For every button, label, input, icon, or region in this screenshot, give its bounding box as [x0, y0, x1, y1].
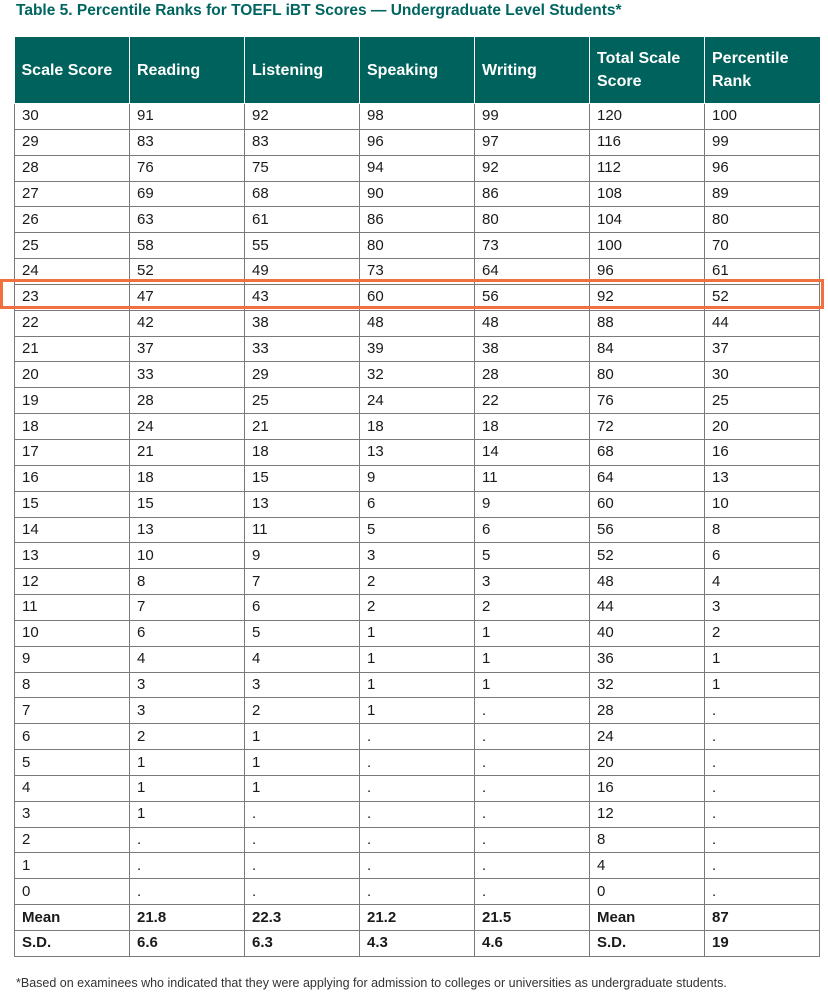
- table-cell: 2: [15, 827, 130, 853]
- table-cell: 33: [245, 336, 360, 362]
- table-cell: 26: [15, 207, 130, 233]
- table-row: [15, 233, 820, 259]
- table-row: [15, 853, 820, 879]
- summary-row: [15, 905, 820, 931]
- table-cell: 1: [475, 646, 590, 672]
- table-cell: 13: [245, 491, 360, 517]
- table-cell: 6: [245, 595, 360, 621]
- table-cell: .: [245, 827, 360, 853]
- table-cell: 14: [475, 439, 590, 465]
- table-cell: 99: [705, 129, 820, 155]
- table-cell: 55: [245, 233, 360, 259]
- table-cell: 4: [245, 646, 360, 672]
- table-cell: .: [245, 879, 360, 905]
- table-cell: 92: [245, 104, 360, 130]
- table-cell: 33: [130, 362, 245, 388]
- table-cell: 22: [15, 310, 130, 336]
- table-cell: 92: [590, 284, 705, 310]
- table-cell: 30: [705, 362, 820, 388]
- table-cell: 16: [590, 775, 705, 801]
- table-cell: .: [705, 853, 820, 879]
- table-cell: 16: [15, 465, 130, 491]
- table-cell: 108: [590, 181, 705, 207]
- table-cell: 15: [15, 491, 130, 517]
- table-cell: 1: [475, 620, 590, 646]
- table-cell: 44: [590, 595, 705, 621]
- table-cell: 89: [705, 181, 820, 207]
- table-cell: 5: [15, 750, 130, 776]
- table-cell: .: [360, 853, 475, 879]
- table-cell: 9: [15, 646, 130, 672]
- table-row: [15, 362, 820, 388]
- table-row: [15, 336, 820, 362]
- table-cell: 7: [245, 569, 360, 595]
- table-cell: 13: [360, 439, 475, 465]
- table-cell: 86: [475, 181, 590, 207]
- table-row: [15, 517, 820, 543]
- percentile-table: [14, 37, 820, 957]
- table-cell: .: [360, 801, 475, 827]
- table-row: [15, 259, 820, 285]
- table-cell: 1: [475, 672, 590, 698]
- table-cell: 10: [705, 491, 820, 517]
- table-cell: 98: [360, 104, 475, 130]
- table-cell: 92: [475, 155, 590, 181]
- table-cell: .: [705, 775, 820, 801]
- table-cell: 4: [705, 569, 820, 595]
- table-cell: 5: [475, 543, 590, 569]
- table-cell: 80: [360, 233, 475, 259]
- table-row: [15, 595, 820, 621]
- table-cell: .: [705, 750, 820, 776]
- table-cell: 12: [15, 569, 130, 595]
- table-cell: 75: [245, 155, 360, 181]
- table-row: [15, 775, 820, 801]
- table-cell: 11: [245, 517, 360, 543]
- table-cell: 73: [360, 259, 475, 285]
- summary-cell: 4.3: [360, 931, 475, 957]
- table-cell: 61: [705, 259, 820, 285]
- table-cell: 3: [360, 543, 475, 569]
- table-cell: .: [245, 801, 360, 827]
- column-header: Scale Score: [15, 37, 130, 104]
- table-cell: 18: [245, 439, 360, 465]
- table-cell: 11: [475, 465, 590, 491]
- table-cell: 104: [590, 207, 705, 233]
- table-cell: 7: [15, 698, 130, 724]
- table-row: [15, 698, 820, 724]
- table-cell: 28: [590, 698, 705, 724]
- table-cell: 90: [360, 181, 475, 207]
- table-cell: 15: [130, 491, 245, 517]
- table-cell: .: [360, 775, 475, 801]
- table-cell: 20: [705, 414, 820, 440]
- table-cell: 56: [590, 517, 705, 543]
- footnote: *Based on examinees who indicated that they were applying for admission to colleges or universities as undergraduate students.: [16, 976, 727, 990]
- summary-cell: 22.3: [245, 905, 360, 931]
- table-cell: 49: [245, 259, 360, 285]
- table-cell: 5: [360, 517, 475, 543]
- table-cell: 4: [590, 853, 705, 879]
- table-cell: 72: [590, 414, 705, 440]
- summary-cell: 87: [705, 905, 820, 931]
- table-cell: 43: [245, 284, 360, 310]
- table-cell: 99: [475, 104, 590, 130]
- table-row: [15, 646, 820, 672]
- table-cell: .: [475, 801, 590, 827]
- summary-cell: S.D.: [590, 931, 705, 957]
- table-title: Table 5. Percentile Ranks for TOEFL iBT Scores — Undergraduate Level Students*: [16, 2, 622, 19]
- table-cell: 1: [245, 724, 360, 750]
- table-cell: 6: [475, 517, 590, 543]
- table-cell: 37: [130, 336, 245, 362]
- table-cell: 8: [590, 827, 705, 853]
- table-cell: 52: [590, 543, 705, 569]
- table-cell: 25: [705, 388, 820, 414]
- column-header: Speaking: [360, 37, 475, 104]
- table-row: [15, 207, 820, 233]
- summary-cell: 21.5: [475, 905, 590, 931]
- table-cell: .: [475, 724, 590, 750]
- table-cell: 28: [475, 362, 590, 388]
- table-cell: 1: [360, 646, 475, 672]
- summary-cell: 6.3: [245, 931, 360, 957]
- table-cell: 80: [590, 362, 705, 388]
- table-row: [15, 388, 820, 414]
- table-cell: 83: [130, 129, 245, 155]
- table-cell: 17: [15, 439, 130, 465]
- table-cell: .: [705, 698, 820, 724]
- table-cell: 3: [475, 569, 590, 595]
- table-cell: 1: [705, 646, 820, 672]
- table-cell: 1: [130, 801, 245, 827]
- table-cell: .: [130, 879, 245, 905]
- table-cell: 20: [590, 750, 705, 776]
- table-cell: .: [130, 827, 245, 853]
- table-cell: 25: [15, 233, 130, 259]
- table-cell: 48: [475, 310, 590, 336]
- table-cell: 86: [360, 207, 475, 233]
- table-row: [15, 750, 820, 776]
- table-cell: 80: [705, 207, 820, 233]
- table-cell: 69: [130, 181, 245, 207]
- table-row: [15, 620, 820, 646]
- table-cell: 18: [130, 465, 245, 491]
- table-cell: 29: [245, 362, 360, 388]
- table-cell: 37: [705, 336, 820, 362]
- table-cell: 112: [590, 155, 705, 181]
- table-cell: 27: [15, 181, 130, 207]
- table-cell: 120: [590, 104, 705, 130]
- table-cell: 24: [130, 414, 245, 440]
- table-row: [15, 491, 820, 517]
- table-row: [15, 827, 820, 853]
- table-cell: .: [705, 879, 820, 905]
- table-cell: 61: [245, 207, 360, 233]
- table-cell: 13: [130, 517, 245, 543]
- table-cell: 7: [130, 595, 245, 621]
- table-row: [15, 672, 820, 698]
- table-cell: 2: [705, 620, 820, 646]
- table-cell: 2: [245, 698, 360, 724]
- table-cell: 60: [590, 491, 705, 517]
- table-cell: .: [360, 724, 475, 750]
- table-cell: 9: [245, 543, 360, 569]
- table-cell: 63: [130, 207, 245, 233]
- table-cell: 96: [360, 129, 475, 155]
- table-cell: .: [360, 827, 475, 853]
- summary-cell: 19: [705, 931, 820, 957]
- table-cell: 15: [245, 465, 360, 491]
- table-row: [15, 181, 820, 207]
- table-cell: 2: [130, 724, 245, 750]
- table-cell: 94: [360, 155, 475, 181]
- table-cell: 83: [245, 129, 360, 155]
- table-cell: 2: [475, 595, 590, 621]
- summary-cell: 6.6: [130, 931, 245, 957]
- table-cell: 39: [360, 336, 475, 362]
- table-cell: 3: [130, 672, 245, 698]
- table-row: [15, 155, 820, 181]
- table-row: [15, 284, 820, 310]
- summary-cell: S.D.: [15, 931, 130, 957]
- table-row: [15, 310, 820, 336]
- table-cell: 38: [245, 310, 360, 336]
- table-cell: 48: [360, 310, 475, 336]
- table-cell: 3: [245, 672, 360, 698]
- table-cell: 11: [15, 595, 130, 621]
- table-cell: 9: [475, 491, 590, 517]
- summary-row: [15, 931, 820, 957]
- table-cell: .: [705, 801, 820, 827]
- table-cell: 100: [590, 233, 705, 259]
- table-cell: 0: [15, 879, 130, 905]
- summary-cell: Mean: [590, 905, 705, 931]
- table-cell: 3: [705, 595, 820, 621]
- table-cell: 8: [705, 517, 820, 543]
- table-cell: 64: [475, 259, 590, 285]
- summary-cell: 21.8: [130, 905, 245, 931]
- table-cell: 73: [475, 233, 590, 259]
- table-cell: 70: [705, 233, 820, 259]
- table-cell: 12: [590, 801, 705, 827]
- table-cell: 18: [475, 414, 590, 440]
- table-cell: 6: [15, 724, 130, 750]
- table-cell: 97: [475, 129, 590, 155]
- table-row: [15, 104, 820, 130]
- table-cell: 19: [15, 388, 130, 414]
- table-cell: 36: [590, 646, 705, 672]
- table-cell: 24: [360, 388, 475, 414]
- table-cell: 3: [130, 698, 245, 724]
- column-header: Total Scale Score: [590, 37, 705, 104]
- table-cell: 20: [15, 362, 130, 388]
- table-cell: 8: [15, 672, 130, 698]
- table-cell: .: [475, 698, 590, 724]
- table-cell: .: [475, 879, 590, 905]
- table-row: [15, 569, 820, 595]
- table-row: [15, 439, 820, 465]
- table-cell: 1: [245, 750, 360, 776]
- table-cell: 32: [590, 672, 705, 698]
- table-cell: 10: [130, 543, 245, 569]
- table-cell: .: [245, 853, 360, 879]
- table-cell: 4: [15, 775, 130, 801]
- table-cell: 1: [705, 672, 820, 698]
- table-cell: 21: [245, 414, 360, 440]
- table-cell: 8: [130, 569, 245, 595]
- table-cell: 1: [130, 750, 245, 776]
- table-cell: 60: [360, 284, 475, 310]
- summary-cell: 21.2: [360, 905, 475, 931]
- table-cell: 28: [130, 388, 245, 414]
- table-cell: 4: [130, 646, 245, 672]
- table-cell: 32: [360, 362, 475, 388]
- table-cell: 68: [245, 181, 360, 207]
- table-cell: 64: [590, 465, 705, 491]
- table-cell: 52: [705, 284, 820, 310]
- table-cell: 3: [15, 801, 130, 827]
- table-cell: 47: [130, 284, 245, 310]
- table-cell: 0: [590, 879, 705, 905]
- table-cell: 58: [130, 233, 245, 259]
- table-cell: 116: [590, 129, 705, 155]
- summary-cell: Mean: [15, 905, 130, 931]
- table-cell: 10: [15, 620, 130, 646]
- table-cell: 29: [15, 129, 130, 155]
- table-cell: 2: [360, 569, 475, 595]
- table-row: [15, 465, 820, 491]
- table-cell: 25: [245, 388, 360, 414]
- table-row: [15, 414, 820, 440]
- table-cell: 1: [360, 698, 475, 724]
- table-cell: 1: [360, 620, 475, 646]
- column-header: Writing: [475, 37, 590, 104]
- table-cell: .: [360, 750, 475, 776]
- table-cell: .: [475, 853, 590, 879]
- table-cell: 6: [130, 620, 245, 646]
- table-cell: .: [360, 879, 475, 905]
- table-cell: 52: [130, 259, 245, 285]
- table-cell: 13: [15, 543, 130, 569]
- table-cell: 68: [590, 439, 705, 465]
- table-cell: 1: [15, 853, 130, 879]
- table-cell: 100: [705, 104, 820, 130]
- table-cell: 1: [360, 672, 475, 698]
- table-cell: 13: [705, 465, 820, 491]
- table-cell: 2: [360, 595, 475, 621]
- table-cell: 16: [705, 439, 820, 465]
- table-cell: 38: [475, 336, 590, 362]
- header-row: [15, 37, 820, 104]
- table-row: [15, 129, 820, 155]
- table-cell: 40: [590, 620, 705, 646]
- table-cell: 80: [475, 207, 590, 233]
- table-row: [15, 543, 820, 569]
- table-cell: 91: [130, 104, 245, 130]
- table-row: [15, 879, 820, 905]
- table-cell: 96: [705, 155, 820, 181]
- table-body: [15, 104, 820, 957]
- column-header: Reading: [130, 37, 245, 104]
- table-cell: 88: [590, 310, 705, 336]
- table-row: [15, 724, 820, 750]
- table-cell: 21: [15, 336, 130, 362]
- table-cell: 28: [15, 155, 130, 181]
- table-cell: 9: [360, 465, 475, 491]
- table-cell: 42: [130, 310, 245, 336]
- column-header: Listening: [245, 37, 360, 104]
- table-cell: 14: [15, 517, 130, 543]
- table-cell: 44: [705, 310, 820, 336]
- table-cell: 22: [475, 388, 590, 414]
- table-cell: .: [705, 827, 820, 853]
- table-cell: .: [475, 750, 590, 776]
- table-cell: 23: [15, 284, 130, 310]
- table-cell: 18: [360, 414, 475, 440]
- table-cell: 84: [590, 336, 705, 362]
- table-cell: 6: [705, 543, 820, 569]
- table-cell: 56: [475, 284, 590, 310]
- table-cell: 76: [590, 388, 705, 414]
- table-cell: 30: [15, 104, 130, 130]
- table-cell: .: [705, 724, 820, 750]
- table-cell: 1: [130, 775, 245, 801]
- table-cell: 5: [245, 620, 360, 646]
- table-cell: 24: [590, 724, 705, 750]
- table-cell: 21: [130, 439, 245, 465]
- table-cell: .: [130, 853, 245, 879]
- table-cell: 48: [590, 569, 705, 595]
- table-cell: 96: [590, 259, 705, 285]
- table-row: [15, 801, 820, 827]
- table-cell: 18: [15, 414, 130, 440]
- table-cell: 1: [245, 775, 360, 801]
- table-cell: 24: [15, 259, 130, 285]
- table-cell: .: [475, 827, 590, 853]
- table-cell: .: [475, 775, 590, 801]
- column-header: Percentile Rank: [705, 37, 820, 104]
- summary-cell: 4.6: [475, 931, 590, 957]
- table-cell: 6: [360, 491, 475, 517]
- table-cell: 76: [130, 155, 245, 181]
